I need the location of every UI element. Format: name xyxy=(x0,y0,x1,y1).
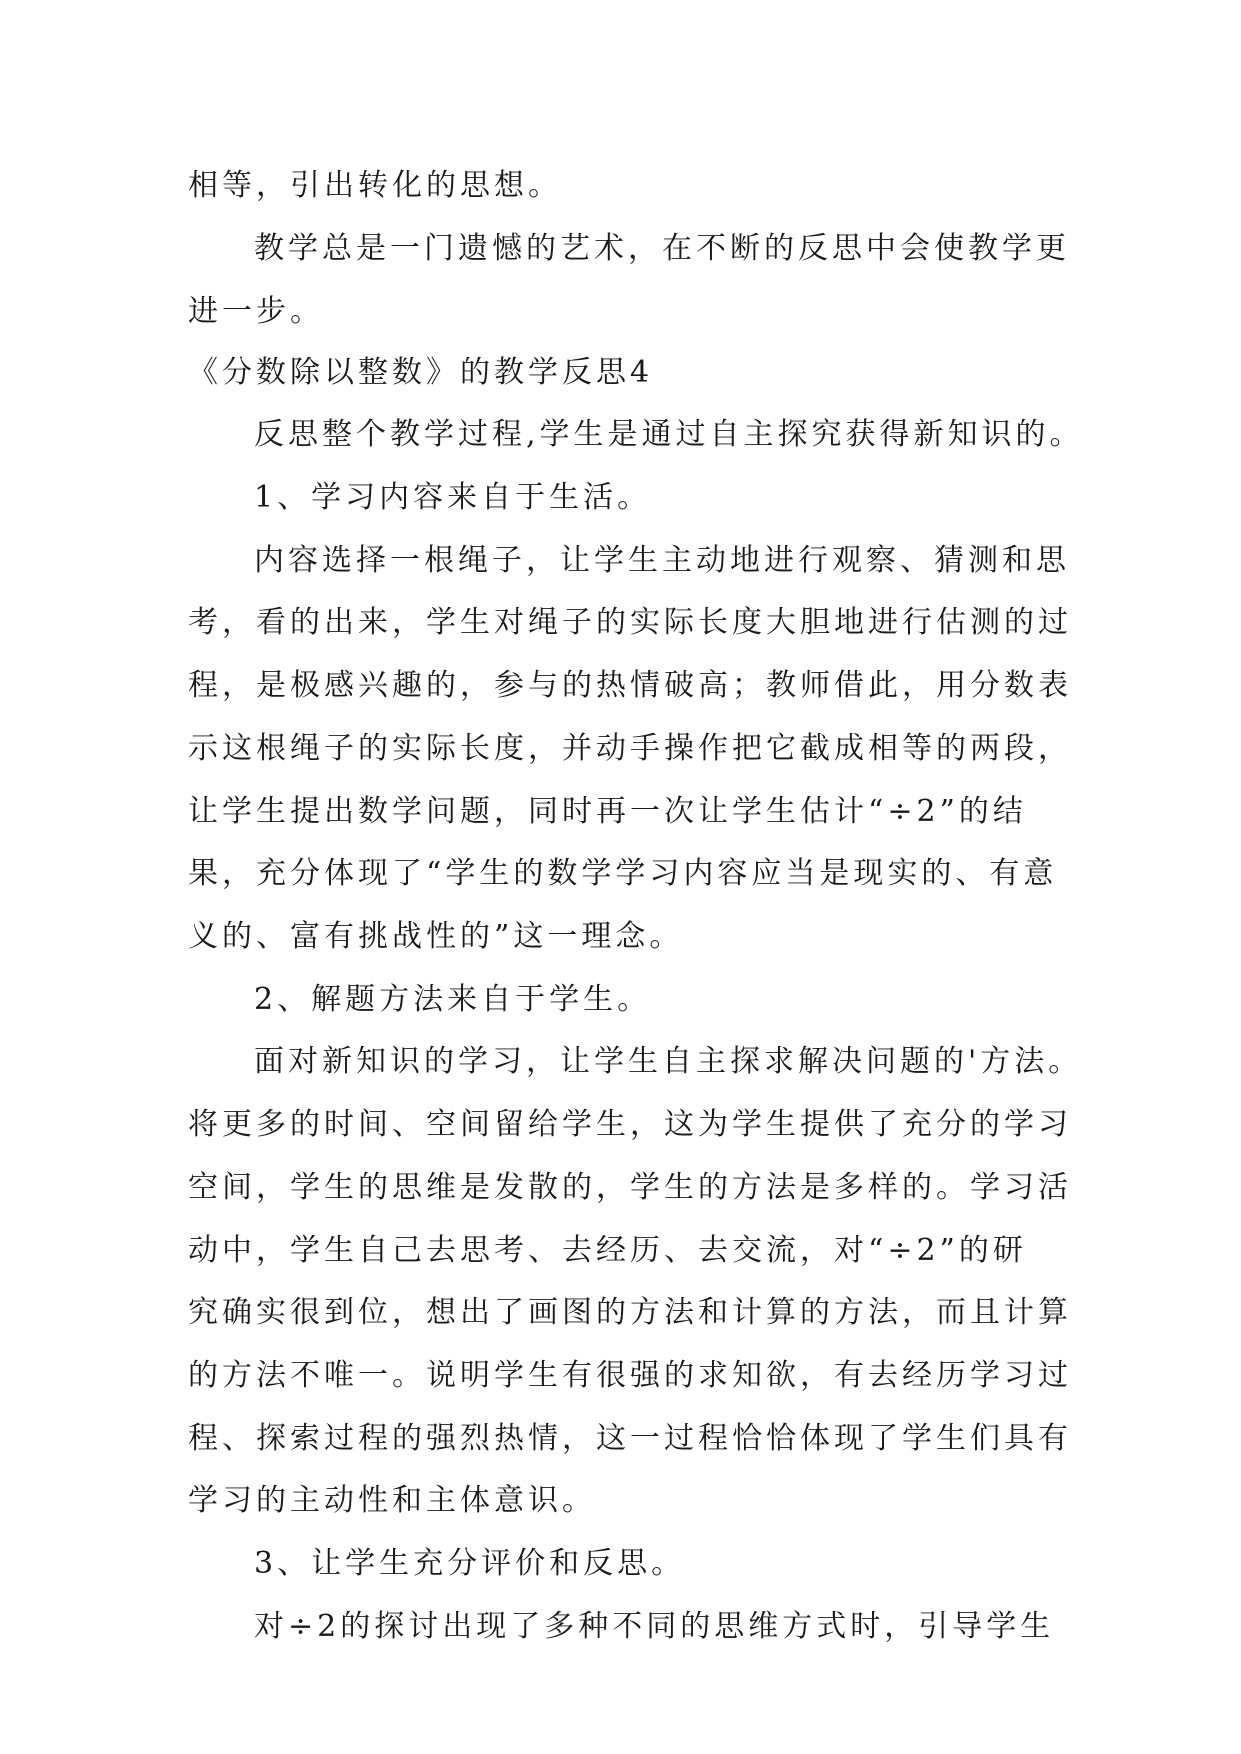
text-line: 程、探索过程的强烈热情，这一过程恰恰体现了学生们具有 xyxy=(188,1421,1072,1456)
numbered-heading: 2、解题方法来自于学生。 xyxy=(254,982,652,1017)
text-line: 内容选择一根绳子，让学生主动地进行观察、猜测和思 xyxy=(254,543,1070,578)
numbered-heading: 1、学习内容来自于生活。 xyxy=(254,480,652,515)
text-line: 考，看的出来，学生对绳子的实际长度大胆地进行估测的过 xyxy=(188,605,1072,640)
text-line: 果，充分体现了“学生的数学学习内容应当是现实的、有意 xyxy=(188,856,1058,891)
text-line: 相等，引出转化的思想。 xyxy=(188,168,562,203)
text-line: 义的、富有挑战性的”这一理念。 xyxy=(188,919,684,954)
text-line: 的方法不唯一。说明学生有很强的求知欲，有去经历学习过 xyxy=(188,1358,1072,1393)
text-line: 空间，学生的思维是发散的，学生的方法是多样的。学习活 xyxy=(188,1170,1072,1205)
text-line: 学习的主动性和主体意识。 xyxy=(188,1483,596,1518)
text-line: 让学生提出数学问题，同时再一次让学生估计“÷2”的结 xyxy=(188,794,1027,829)
text-line: 进一步。 xyxy=(188,294,324,329)
numbered-heading: 3、让学生充分评价和反思。 xyxy=(254,1546,686,1581)
text-line: 教学总是一门遗憾的艺术，在不断的反思中会使教学更 xyxy=(254,231,1070,266)
text-line: 究确实很到位，想出了画图的方法和计算的方法，而且计算 xyxy=(188,1295,1072,1330)
text-line: 面对新知识的学习，让学生自主探求解决问题的'方法。 xyxy=(254,1044,1083,1079)
text-line: 对÷2的探讨出现了多种不同的思维方式时，引导学生 xyxy=(254,1609,1055,1644)
text-line: 将更多的时间、空间留给学生，这为学生提供了充分的学习 xyxy=(188,1107,1072,1142)
text-line: 示这根绳子的实际长度，并动手操作把它截成相等的两段， xyxy=(188,731,1072,766)
text-line: 动中，学生自己去思考、去经历、去交流，对“÷2”的研 xyxy=(188,1233,1027,1268)
text-line: 反思整个教学过程,学生是通过自主探究获得新知识的。 xyxy=(254,417,1084,452)
text-line: 程，是极感兴趣的，参与的热情破高；教师借此，用分数表 xyxy=(188,668,1072,703)
section-heading: 《分数除以整数》的教学反思4 xyxy=(188,355,654,390)
